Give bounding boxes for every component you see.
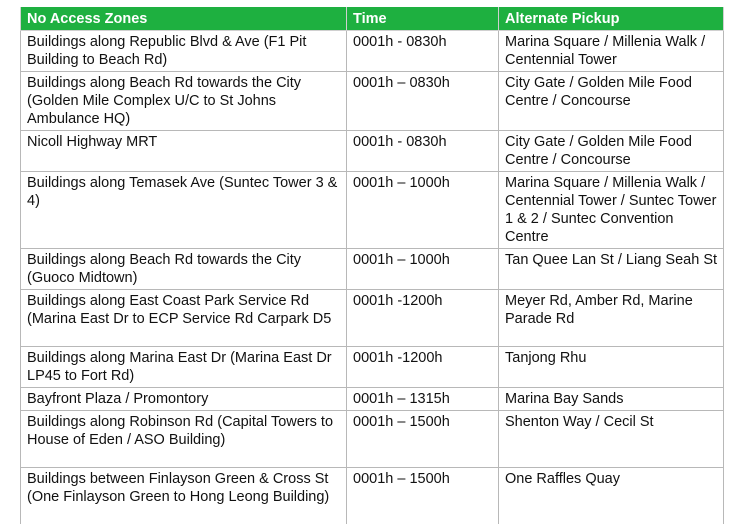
pickup-cell: Meyer Rd, Amber Rd, Marine Parade Rd <box>499 290 724 347</box>
header-alternate-pickup: Alternate Pickup <box>499 7 724 31</box>
table-row <box>21 131 724 172</box>
zone-cell: Buildings along Temasek Ave (Suntec Tower 3 & 4) <box>21 172 347 249</box>
time-cell: 0001h -1200h <box>347 290 499 347</box>
zone-cell: Nicoll Highway MRT <box>21 131 347 172</box>
pickup-cell: Marina Square / Millenia Walk / Centennial Tower / Suntec Tower 1 & 2 / Suntec Convention Centre <box>499 172 724 249</box>
no-access-zones-table <box>20 7 724 524</box>
table-row <box>21 249 724 290</box>
zone-cell: Buildings along Beach Rd towards the City (Golden Mile Complex U/C to St Johns Ambulance HQ) <box>21 72 347 131</box>
time-cell: 0001h – 0830h <box>347 72 499 131</box>
table-header-row <box>21 7 724 31</box>
zone-cell: Buildings along Republic Blvd & Ave (F1 Pit Building to Beach Rd) <box>21 31 347 72</box>
zone-cell: Buildings along East Coast Park Service Rd (Marina East Dr to ECP Service Rd Carpark D5 <box>21 290 347 347</box>
table-row <box>21 290 724 347</box>
time-cell: 0001h -1200h <box>347 347 499 388</box>
zone-cell: Buildings between Finlayson Green & Cross St (One Finlayson Green to Hong Leong Building) <box>21 468 347 524</box>
pickup-cell: One Raffles Quay <box>499 468 724 524</box>
pickup-cell: City Gate / Golden Mile Food Centre / Concourse <box>499 131 724 172</box>
table-row <box>21 31 724 72</box>
pickup-cell: Marina Bay Sands <box>499 388 724 411</box>
pickup-cell: Shenton Way / Cecil St <box>499 411 724 468</box>
pickup-cell: Tan Quee Lan St / Liang Seah St <box>499 249 724 290</box>
zone-cell: Buildings along Robinson Rd (Capital Towers to House of Eden / ASO Building) <box>21 411 347 468</box>
pickup-cell: Tanjong Rhu <box>499 347 724 388</box>
header-time: Time <box>347 7 499 31</box>
table-row <box>21 468 724 524</box>
zone-cell: Buildings along Beach Rd towards the City (Guoco Midtown) <box>21 249 347 290</box>
pickup-cell: Marina Square / Millenia Walk / Centennial Tower <box>499 31 724 72</box>
time-cell: 0001h – 1500h <box>347 468 499 524</box>
table-row <box>21 347 724 388</box>
time-cell: 0001h - 0830h <box>347 31 499 72</box>
time-cell: 0001h – 1315h <box>347 388 499 411</box>
zone-cell: Bayfront Plaza / Promontory <box>21 388 347 411</box>
table-row <box>21 388 724 411</box>
time-cell: 0001h – 1000h <box>347 249 499 290</box>
header-no-access-zones: No Access Zones <box>21 7 347 31</box>
time-cell: 0001h - 0830h <box>347 131 499 172</box>
zone-cell: Buildings along Marina East Dr (Marina East Dr LP45 to Fort Rd) <box>21 347 347 388</box>
time-cell: 0001h – 1000h <box>347 172 499 249</box>
time-cell: 0001h – 1500h <box>347 411 499 468</box>
table-row <box>21 172 724 249</box>
table-row <box>21 411 724 468</box>
table-row <box>21 72 724 131</box>
pickup-cell: City Gate / Golden Mile Food Centre / Concourse <box>499 72 724 131</box>
